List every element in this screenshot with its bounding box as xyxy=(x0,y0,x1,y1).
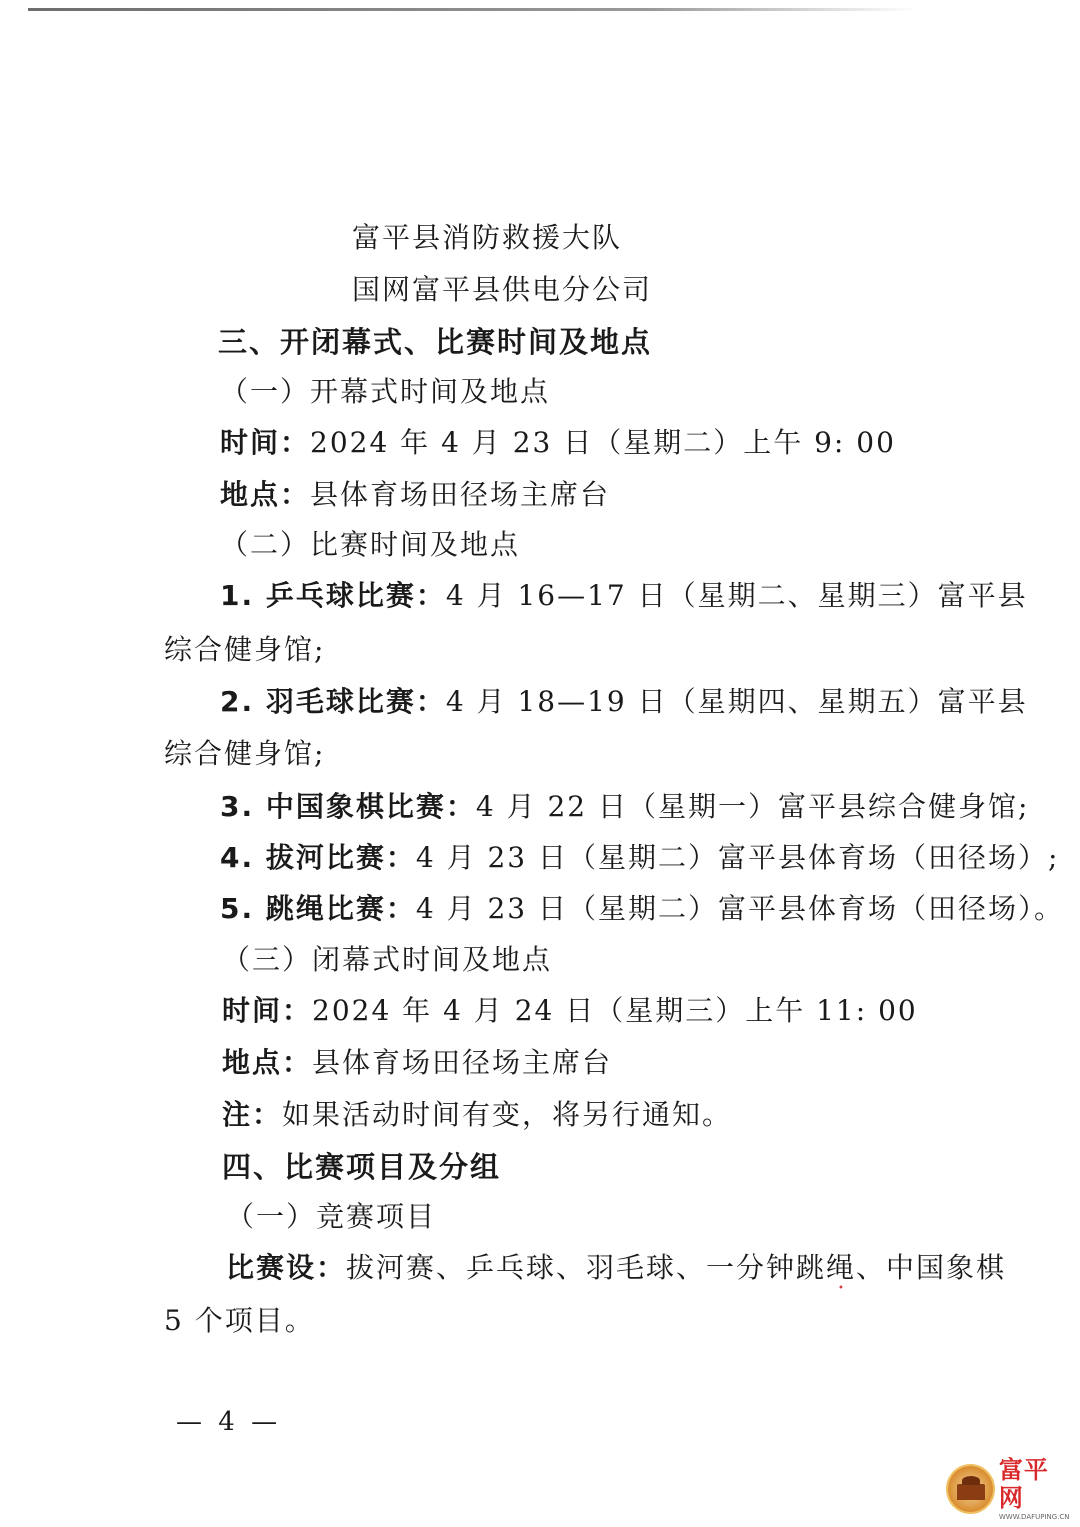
match-text: 4 月 18—19 日（星期四、星期五）富平县 xyxy=(445,685,1028,718)
matches-heading: （二）比赛时间及地点 xyxy=(220,528,521,561)
events-value: 拔河赛、乒乓球、羽毛球、一分钟跳绳、中国象棋 xyxy=(346,1251,1007,1284)
match-label: 3. 中国象棋比赛： xyxy=(220,790,476,823)
closing-place-row xyxy=(222,1045,612,1081)
match-label: 2. 羽毛球比赛： xyxy=(220,685,446,718)
match-label: 4. 拔河比赛： xyxy=(220,841,416,874)
events-label: 比赛设： xyxy=(226,1251,347,1284)
match-item xyxy=(220,840,1059,876)
match-item xyxy=(220,789,1029,825)
opening-place-label: 地点： xyxy=(220,478,311,511)
events-heading: （一）竞赛项目 xyxy=(226,1200,437,1233)
opening-place-row xyxy=(220,477,610,513)
match-text-cont: 综合健身馆; xyxy=(164,633,326,666)
match-text: 4 月 23 日（星期二）富平县体育场（田径场）。 xyxy=(415,892,1065,925)
watermark-text xyxy=(999,1456,1072,1522)
opening-place-value: 县体育场田径场主席台 xyxy=(310,478,611,511)
events-row xyxy=(226,1250,1006,1286)
organizer-power: 国网富平县供电分公司 xyxy=(352,273,653,306)
opening-time-value: 2024 年 4 月 23 日（星期二）上午 9: 00 xyxy=(310,426,896,459)
section4-title: 四、比赛项目及分组 xyxy=(222,1150,502,1184)
note-label: 注： xyxy=(222,1098,283,1131)
match-label: 1. 乒乓球比赛： xyxy=(220,579,446,612)
opening-time-row xyxy=(220,425,896,461)
organizer-fire: 富平县消防救援大队 xyxy=(352,221,623,254)
closing-place-value: 县体育场田径场主席台 xyxy=(312,1046,613,1079)
match-text-cont: 综合健身馆; xyxy=(164,737,326,770)
opening-time-label: 时间： xyxy=(220,426,311,459)
section3-title: 三、开闭幕式、比赛时间及地点 xyxy=(218,325,653,359)
match-text: 4 月 16—17 日（星期二、星期三）富平县 xyxy=(445,579,1028,612)
closing-place-label: 地点： xyxy=(222,1046,313,1079)
match-label: 5. 跳绳比赛： xyxy=(220,892,416,925)
page-number: — 4 — xyxy=(176,1407,282,1437)
events-value-cont: 5 个项目。 xyxy=(164,1304,315,1337)
scan-edge-line xyxy=(28,8,918,11)
closing-heading: （三）闭幕式时间及地点 xyxy=(222,943,553,976)
match-item xyxy=(220,891,1064,927)
match-text: 4 月 23 日（星期二）富平县体育场（田径场）; xyxy=(415,841,1060,874)
match-item xyxy=(220,684,1028,720)
watermark-name: 富平网 xyxy=(998,1456,1049,1512)
match-text: 4 月 22 日（星期一）富平县综合健身馆; xyxy=(475,790,1030,823)
match-item xyxy=(220,578,1028,614)
watermark-url: WWW.DAFUPING.CN xyxy=(998,1513,1070,1521)
site-watermark xyxy=(948,1456,1072,1522)
closing-time-value: 2024 年 4 月 24 日（星期三）上午 11: 00 xyxy=(312,994,918,1027)
note-row xyxy=(222,1097,732,1133)
gate-emblem-icon xyxy=(948,1466,993,1512)
note-value: 如果活动时间有变，将另行通知。 xyxy=(282,1098,733,1131)
closing-time-row xyxy=(222,993,918,1029)
opening-heading: （一）开幕式时间及地点 xyxy=(220,375,551,408)
closing-time-label: 时间： xyxy=(222,994,313,1027)
red-speck: • xyxy=(838,1283,844,1294)
